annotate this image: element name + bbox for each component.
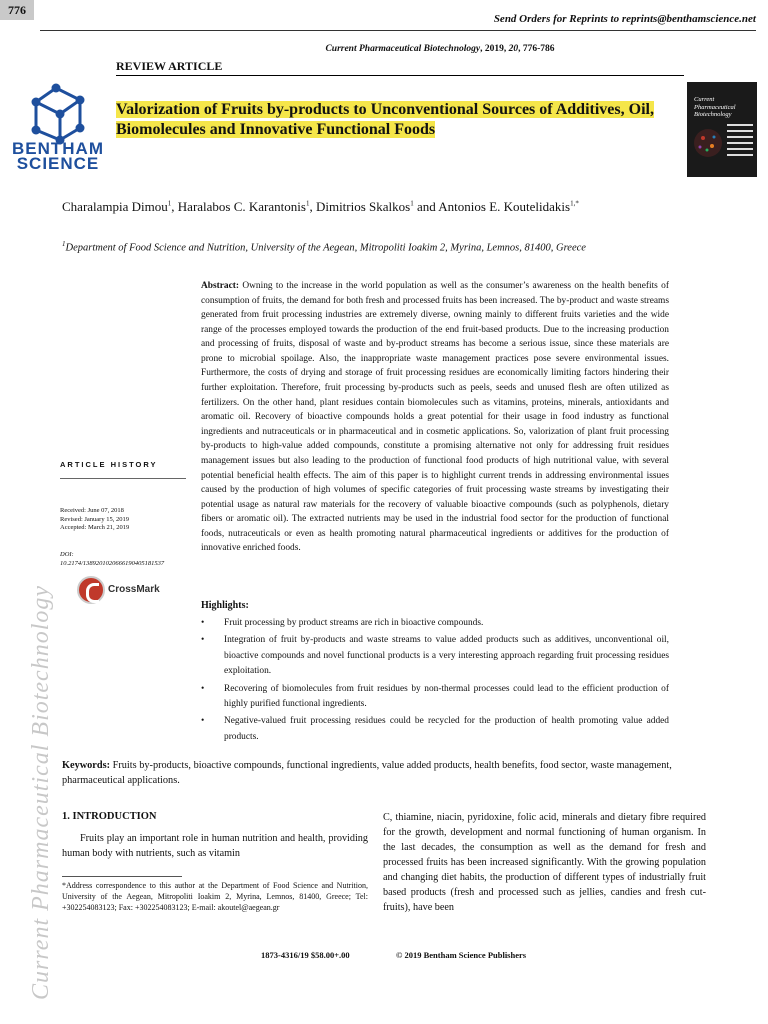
header-rule [40, 30, 756, 31]
cover-journal-name: Current Pharmaceutical Biotechnology [694, 96, 736, 118]
intro-column-2: C, thiamine, niacin, pyridoxine, folic acid, minerals and dietary fibre required for the growth, development and normal functioning of human organism. In the last decades, the consumption as well as the demand for fresh and processed fruits has been increased significantly. With the growing population and changing diet habits, the production of different types of industrially fruit based products (fresh and processed such as jellies, candies and fresh cut-fruits), have been [383, 812, 706, 913]
author-and: and [413, 199, 439, 214]
issn-price: 1873-4316/19 $58.00+.00 [261, 950, 350, 960]
bullet: • [201, 618, 205, 628]
author-4-affil: 1,* [570, 199, 579, 208]
list-item [201, 714, 669, 745]
citation-journal: Current Pharmaceutical Biotechnology [325, 44, 481, 54]
affiliation-text: Department of Food Science and Nutrition, University of the Aegean, Mitropoliti Ioakim 2, Myrina, Lemnos, 81400, Greece [65, 242, 586, 254]
article-dates [60, 507, 190, 533]
citation-volume: 20 [508, 44, 519, 54]
reprints-notice: Send Orders for Reprints to reprints@benthamscience.net [493, 13, 756, 25]
author-sep: , [171, 199, 178, 214]
bullet: • [201, 635, 205, 646]
keywords-label: Keywords: [62, 760, 111, 771]
citation-pages: , 776-786 [518, 44, 555, 54]
citation-year: , 2019, [480, 44, 509, 54]
highlights-heading: Highlights: [201, 600, 249, 611]
affiliation [62, 237, 698, 256]
author-1: Charalampia Dimou [62, 199, 168, 214]
author-sep: , [309, 199, 316, 214]
abstract-text: Owning to the increase in the world population as well as the consumer’s awareness on the health benefits of consumption of fruits, the demand for both fresh and processed fruits has been increased. The by-product and waste streams generated from fruit processing industries are extremely diverse, owning mainly to different fruits varieties and the wide range of the processes employed towards the production of the end fruit-based products. Due to the increasing production and processing of fruits, disposal of waste and by-product streams has become a serious issue, since these materials are prone to microbial spoilage. Also, the inappropriate waste management practices pose severe environmental issues. Furthermore, the costs of drying and storage of fruit processing residues are economically limiting factors hindering their further exploitation. Therefore, fruit processing by-products such as peels, seeds and unused flesh are often utilized as fertilizers. On the other hand, plant residues contain biomolecules such as vitamins, proteins, minerals, antioxidants and aromatic oil. Recovery of bioactive compounds holds a great potential for their usage in food industry as functional ingredients and nutraceuticals or in pharmaceutical and in cosmetic applications. So, valorization of plant fruit processing by-products to high-value added compounds, constitute a promising alternative not only for addressing fruit residues management issues but also leading to the production of functional food products of high nutritional value, with several potential beneficial health effects. The aim of this paper is to highlight current trends in addressing environmental issues caused by the production of high volumes of specific categories of fruit processing waste streams by investigating their potential usage as natural raw materials for the recovery of valuable bioactive compounds (such as polyphenols, dietary fibers or aromatic oil). The extracted nutrients may be used in the industrial food sector for the production of functional foods, nutraceuticals or even as health promoting natural pharmaceutical ingredients or additives for the production of innovative enriched foods. [201, 281, 669, 554]
bullet: • [201, 683, 205, 694]
author-4: Antonios E. Koutelidakis [438, 199, 571, 214]
accepted-date: Accepted: March 21, 2019 [60, 524, 130, 531]
keywords [62, 759, 707, 789]
highlight-text: Recovering of biomolecules from fruit residues by non-thermal processes could lead to the efficient production of highly purified functional ingredients. [224, 683, 669, 710]
vertical-journal-text: Current Pharmaceutical Biotechnology [28, 584, 54, 1000]
keywords-text: Fruits by-products, bioactive compounds, functional ingredients, value added products, health benefits, food sector, waste management, pharmaceutical applications. [62, 760, 672, 786]
highlight-text: Fruit processing by product streams are rich in bioactive compounds. [224, 618, 484, 628]
brand-line-2: SCIENCE [16, 154, 100, 173]
author-2: Haralabos C. Karantonis [177, 199, 306, 214]
intro-paragraph: Fruits play an important role in human nutrition and health, providing human body with nutrients, such as vitamin [62, 833, 368, 859]
cover-text-lines [727, 124, 753, 160]
revised-date: Revised: January 15, 2019 [60, 515, 129, 523]
highlight-text: Integration of fruit by-products and waste streams to value added products such as additives, unconventional oil, bioactive compounds and novel functional products is a very interesting approach regarding fruit processing residues exploitation. [224, 635, 669, 677]
article-history-heading: ARTICLE HISTORY [60, 460, 158, 469]
list-item [201, 682, 669, 713]
article-history-rule [60, 478, 186, 479]
bentham-logo-text [6, 141, 110, 171]
doi-value[interactable]: 10.2174/1389201020666190405181537 [60, 560, 165, 567]
author-2-affil: 1 [305, 199, 310, 208]
abstract [201, 279, 669, 556]
author-list [62, 199, 722, 215]
author-3: Dimitrios Skalkos [315, 199, 411, 214]
article-title [116, 100, 688, 140]
author-3-affil: 1 [410, 199, 414, 208]
footnote-rule [62, 876, 182, 877]
crossmark-label: CrossMark [108, 584, 160, 595]
page-number: 776 [0, 0, 34, 20]
crossmark-icon [77, 576, 105, 604]
received-date: Received: June 07, 2018 [60, 507, 124, 514]
highlights-list [201, 616, 669, 747]
vertical-journal-name [8, 480, 54, 1000]
journal-cover [687, 82, 757, 177]
doi-label: DOI: [60, 551, 74, 558]
title-text: Valorization of Fruits by-products to Unconventional Sources of Additives, Oil, Biomolecules and Innovative Functional Foods [116, 101, 654, 138]
abstract-label: Abstract: [201, 281, 240, 291]
correspondence-footnote: *Address correspondence to this author at the Department of Food Science and Nutrition, University of the Aegean, Mitropoliti Ioakim 2, Myrina, Lemnos, 81400, Greece; Tel: +302254083123; Fax: +302254083123; E-mail: akoutel@aegean.gr [62, 881, 368, 912]
bullet: • [201, 716, 205, 727]
affiliation-marker: 1 [62, 240, 66, 248]
list-item [201, 633, 669, 679]
journal-citation [240, 44, 640, 54]
list-item [201, 616, 669, 631]
copyright: © 2019 Bentham Science Publishers [396, 950, 527, 960]
article-type: REVIEW ARTICLE [116, 58, 684, 76]
cover-art-icon [691, 122, 725, 164]
doi[interactable] [60, 550, 190, 568]
author-1-affil: 1 [167, 199, 172, 208]
crossmark-badge[interactable] [77, 576, 162, 608]
brand-line-1: BENTHAM [12, 139, 104, 158]
highlight-text: Negative-valued fruit processing residues could be recycled for the production of health promoting value added products. [224, 716, 669, 742]
section-heading: 1. INTRODUCTION [62, 811, 157, 822]
